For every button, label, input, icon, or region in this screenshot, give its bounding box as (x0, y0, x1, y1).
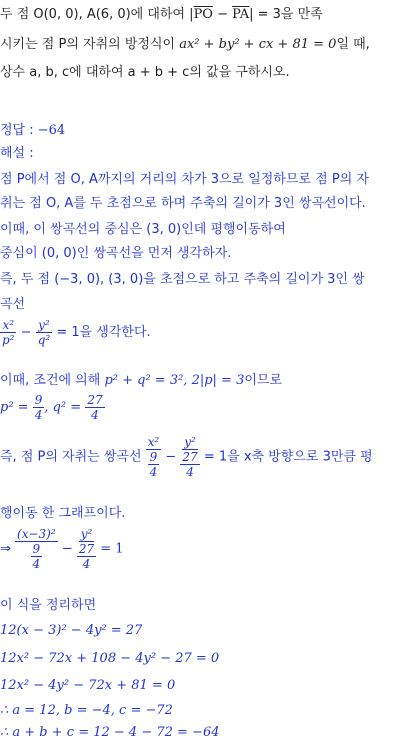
fraction: $\frac{27}{4}$ (87, 393, 103, 422)
solution-line: 곡선 (0, 297, 26, 312)
locus-line: 즉, 점 P의 자취는 쌍곡선 x² 9 4 − y² 27 4 = 1을 x축 방향으로 3만큼 평 (0, 435, 373, 479)
solution-line: 즉, 두 점 (−3, 0), (3, 0)을 초점으로 하고 주축의 길이가 3인 쌍 (0, 272, 365, 287)
final-sum: ∴ a + b + c = 12 − 4 − 72 = −64 (0, 725, 220, 740)
solution-line: 이 식을 정리하면 (0, 598, 97, 613)
solution-line: 점 P에서 점 O, A까지의 거리의 차가 3으로 일정하므로 점 P의 자 (0, 172, 369, 187)
problem-text: 시키는 점 P의 자취의 방정식이 (0, 37, 180, 52)
solution-line: 이때, 이 쌍곡선의 중심은 (3, 0)인데 평행이동하여 (0, 222, 286, 237)
coefficients: ∴ a = 12, b = −4, c = −72 (0, 703, 173, 718)
segment-po: $\overline{PO}$ (193, 7, 213, 22)
hyperbola-equation: $\frac{\text{x²}}{\text{p²}}$ − $\frac{\text{y²}}{\text{q²}}$ = 1을 생각한다. (2, 318, 151, 347)
fraction: y² 27 4 (182, 435, 198, 479)
problem-text: | = 3을 만족 (249, 7, 323, 22)
problem-line-3 (0, 64, 290, 82)
segment-pa: $\overline{PA}$ (232, 7, 250, 22)
locus-equation: ax² + by² + cx + 81 = 0 (179, 37, 337, 52)
equation-step: 12(x − 3)² − 4y² = 27 (0, 623, 143, 638)
answer-value: −64 (37, 123, 66, 138)
fraction: $\frac{\text{y²}}{\text{q²}}$ (37, 318, 51, 347)
equation-step: 12x² − 4y² − 72x + 81 = 0 (0, 678, 176, 693)
solution-line: 중심이 (0, 0)인 쌍곡선을 먼저 생각하자. (0, 246, 232, 261)
fraction: $\frac{9}{4}$ (34, 393, 43, 422)
problem-line-1 (0, 6, 323, 24)
problem-line-2 (0, 36, 370, 54)
fraction: y² 27 4 (78, 527, 95, 571)
fraction: x² 9 4 (147, 435, 160, 479)
p-q-values: p² = $\frac{9}{4}$ , q² = $\frac{27}{4}$ (0, 393, 103, 422)
solution-line: 취는 점 O, A를 두 초점으로 하며 주축의 길이가 3인 쌍곡선이다. (0, 196, 366, 211)
condition-equation: p² + q² = 3², 2|p| = 3 (104, 373, 245, 388)
answer-line (0, 122, 65, 140)
fraction: (x−3)² 9 4 (17, 527, 56, 571)
problem-text: 상수 a, b, c에 대하여 a + b + c의 값을 구하시오. (0, 65, 290, 80)
problem-text: 두 점 O(0, 0), A(6, 0)에 대하여 | (0, 7, 194, 22)
shifted-equation: ⇒ (x−3)² 9 4 − y² 27 4 = 1 (0, 527, 124, 571)
problem-text: 일 때, (336, 37, 370, 52)
explanation-label: 해설 : (0, 146, 34, 161)
answer-label: 정답 : (0, 123, 38, 138)
equation-tail: = 1을 생각한다. (52, 325, 151, 340)
solution-line: 행이동 한 그래프이다. (0, 506, 126, 521)
minus-sign: − (212, 7, 233, 22)
implies-arrow: ⇒ (0, 541, 16, 557)
condition-line: 이때, 조건에 의해 p² + q² = 3², 2|p| = 3이므로 (0, 373, 283, 388)
fraction: $\frac{\text{x²}}{\text{p²}}$ (2, 318, 15, 347)
equation-step: 12x² − 72x + 108 − 4y² − 27 = 0 (0, 651, 220, 666)
